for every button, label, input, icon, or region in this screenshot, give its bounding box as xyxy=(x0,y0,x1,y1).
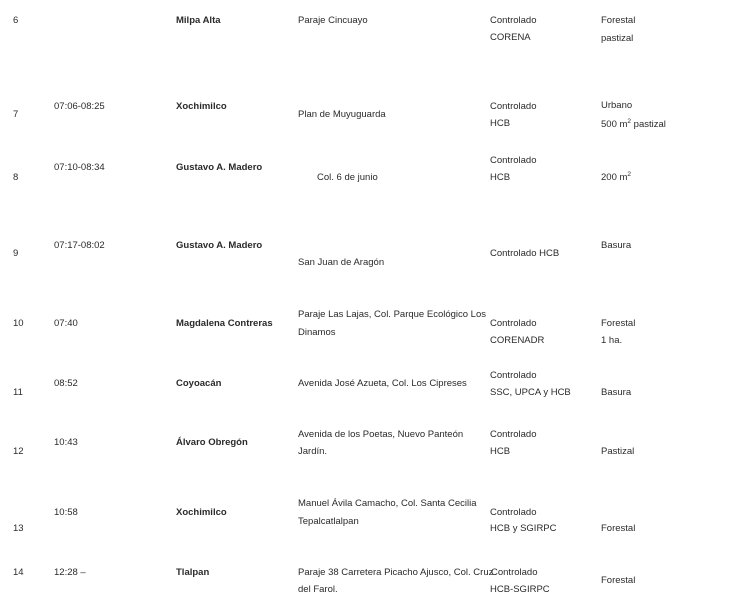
location: Paraje 38 Carretera Picacho Ajusco, Col. Cruz xyxy=(298,567,494,578)
location: Manuel Ávila Camacho, Col. Santa Cecilia xyxy=(298,498,477,509)
status-agency: HCB y SGIRPC xyxy=(490,523,557,534)
status: Controlado xyxy=(490,15,537,26)
delegacion: Gustavo A. Madero xyxy=(176,162,263,173)
status: Controlado xyxy=(490,101,537,112)
fire-type: Forestal xyxy=(601,575,636,586)
status: Controlado xyxy=(490,429,537,440)
time-range: 07:17-08:02 xyxy=(54,240,105,251)
status: Controlado xyxy=(491,567,538,578)
delegacion: Xochimilco xyxy=(176,101,227,112)
time-range: 07:10-08:34 xyxy=(54,162,105,173)
row-number: 7 xyxy=(13,109,19,120)
time-range: 10:58 xyxy=(54,507,78,518)
status-agency: HCB-SGIRPC xyxy=(490,584,550,595)
row-number: 9 xyxy=(13,248,19,259)
fire-type: Urbano xyxy=(601,100,633,111)
status: Controlado xyxy=(490,318,537,329)
location: Plan de Muyuguarda xyxy=(298,109,386,120)
delegacion: Tlalpan xyxy=(176,567,210,578)
fire-type-detail: pastizal xyxy=(601,33,634,44)
time-range: 08:52 xyxy=(54,378,78,389)
status: Controlado HCB xyxy=(490,248,560,259)
location-line-2: Tepalcatlalpan xyxy=(298,516,359,527)
status: Controlado xyxy=(490,370,537,381)
row-number: 10 xyxy=(13,318,24,329)
status-agency: HCB xyxy=(490,172,511,183)
row-number: 6 xyxy=(13,15,19,26)
status-agency: HCB xyxy=(490,118,511,129)
location-line-2: Dinamos xyxy=(298,327,336,338)
delegacion: Álvaro Obregón xyxy=(176,437,248,448)
row-number: 14 xyxy=(13,567,24,578)
delegacion: Gustavo A. Madero xyxy=(176,240,263,251)
location-line-2: del Farol. xyxy=(298,584,338,595)
affected-area: 200 $m^2$ xyxy=(601,170,632,183)
status-agency: SSC, UPCA y HCB xyxy=(490,387,571,398)
row-number: 8 xyxy=(13,172,19,183)
status: Controlado xyxy=(490,155,537,166)
status-agency: CORENA xyxy=(490,32,531,43)
fire-type: Basura xyxy=(601,387,632,398)
affected-area: 500 $m^2$ pastizal xyxy=(601,117,666,130)
status-agency: HCB xyxy=(490,446,511,457)
delegacion: Magdalena Contreras xyxy=(176,318,273,329)
time-range: 10:43 xyxy=(54,437,78,448)
delegacion: Milpa Alta xyxy=(176,15,221,26)
fire-type: Basura xyxy=(601,240,632,251)
row-number: 11 xyxy=(13,387,23,398)
time-range: 07:06-08:25 xyxy=(54,101,105,112)
fire-type: Pastizal xyxy=(601,446,635,457)
location: Paraje Cincuayo xyxy=(298,15,368,26)
location: San Juan de Aragón xyxy=(298,257,385,268)
fire-type: Forestal xyxy=(601,15,636,26)
row-number: 12 xyxy=(13,446,24,457)
row-number: 13 xyxy=(13,523,24,534)
delegacion: Xochimilco xyxy=(176,507,227,518)
status-agency: CORENADR xyxy=(490,335,545,346)
status: Controlado xyxy=(490,507,537,518)
location: Avenida de los Poetas, Nuevo Panteón xyxy=(298,429,464,440)
location: Col. 6 de junio xyxy=(317,172,378,183)
time-range: 07:40 xyxy=(54,318,78,329)
location: Avenida José Azueta, Col. Los Cipreses xyxy=(298,378,467,389)
affected-area: 1 ha. xyxy=(601,335,623,346)
location-line-2: Jardín. xyxy=(298,446,328,457)
delegacion: Coyoacán xyxy=(176,378,222,389)
fire-type: Forestal xyxy=(601,318,636,329)
location: Paraje Las Lajas, Col. Parque Ecológico Los xyxy=(298,309,487,320)
time-range: 12:28 – xyxy=(54,567,86,578)
fire-type: Forestal xyxy=(601,523,636,534)
